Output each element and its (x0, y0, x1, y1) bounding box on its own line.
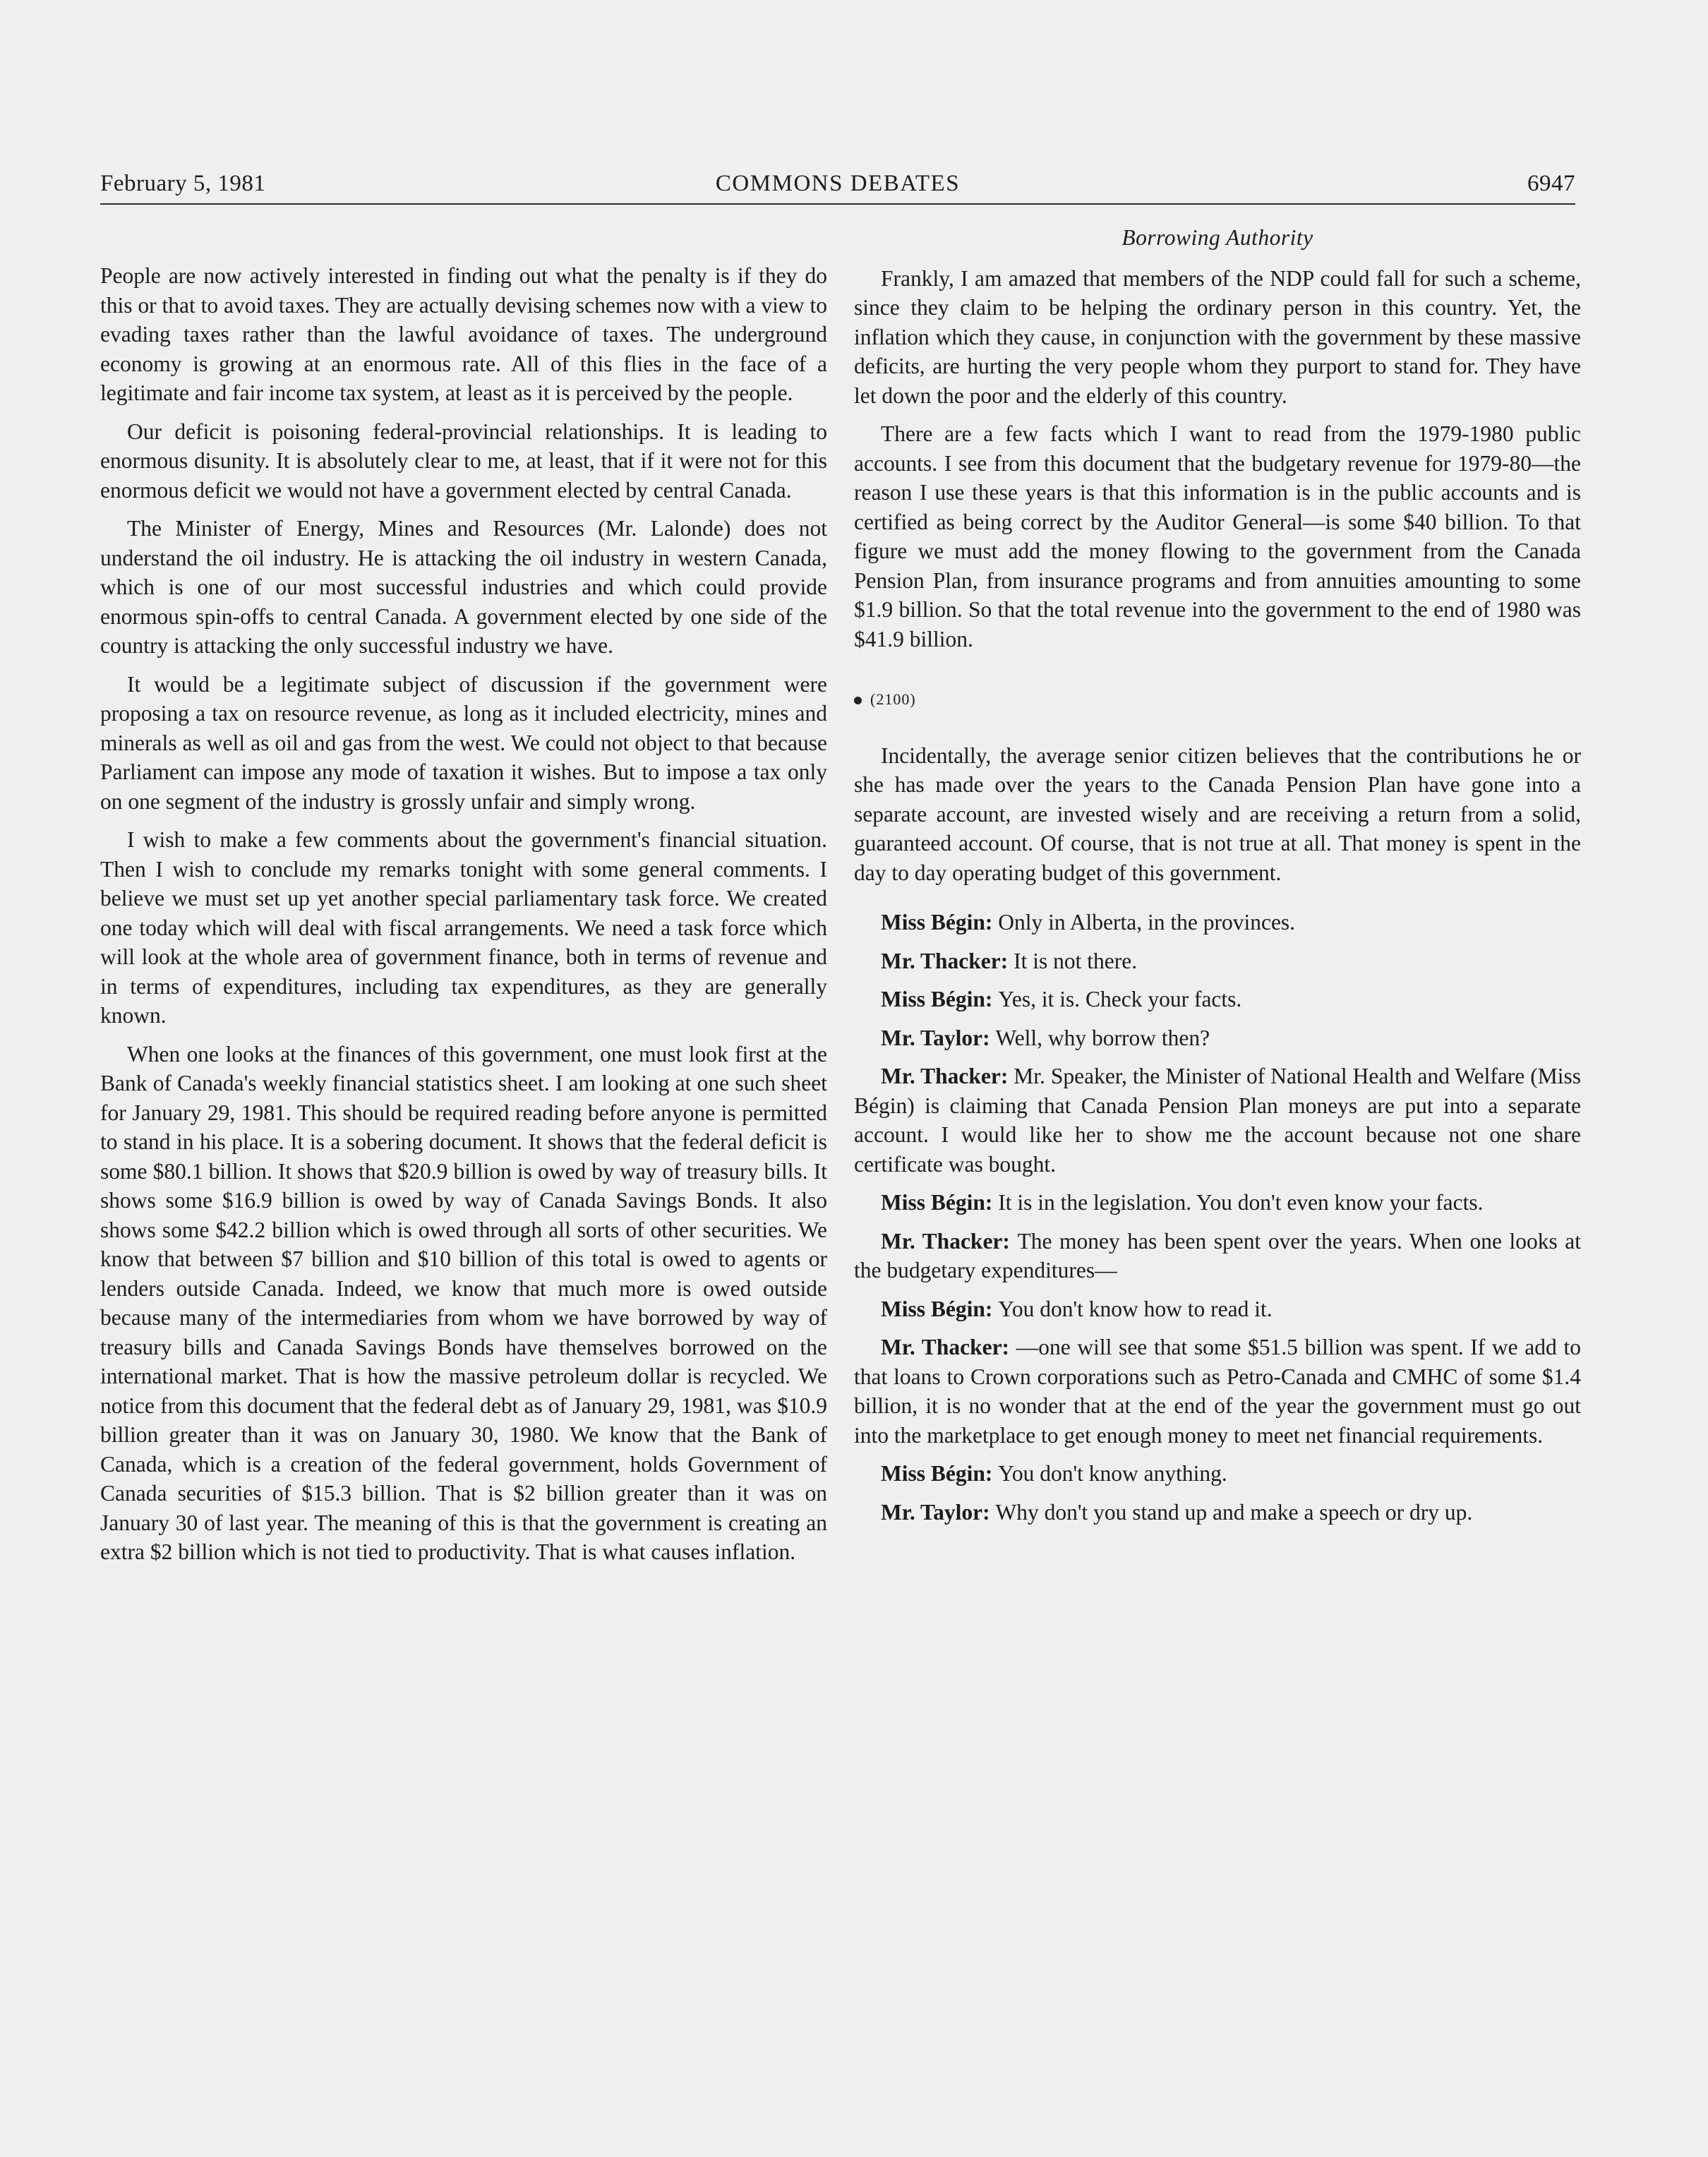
page-header (100, 171, 1575, 203)
speech-2: Mr. Thacker: It is not there. (881, 948, 1138, 973)
speaker-name: Miss Bégin (881, 1190, 985, 1215)
speech-text: Only in Alberta, in the provinces. (998, 910, 1296, 935)
left-paragraph-4: It would be a legitimate subject of discussion if the government were proposing a tax on resource revenue, as long as it included electricity, mines and minerals as well as oil and gas from the west. We could not object to that because Parliament can impose any mode of taxation it wishes. But to impose a tax only on one segment of the industry is grossly unfair and simply wrong. (100, 671, 827, 814)
speech-text: It is in the legislation. You don't even know your facts. (998, 1190, 1484, 1215)
right-paragraph-3: Incidentally, the average senior citizen believes that the contributions he or she has made over the years to the Canada Pension Plan have gone into a separate account, are invested wisely and are receiving a return from a solid, guaranteed account. Of course, that is not true at all. That money is spent in the day to day operating budget of this government. (854, 743, 1581, 885)
right-paragraph-1: Frankly, I am amazed that members of the NDP could fall for such a scheme, since they claim to be helping the ordinary person in this country. Yet, the inflation which they cause, in conjunction with the government by these massive deficits, are hurting the very people whom they purport to stand for. They have let down the poor and the elderly of this country. (854, 265, 1581, 408)
header-rule (100, 203, 1575, 205)
speaker-name: Miss Bégin (881, 1296, 985, 1321)
speech-text: Mr. Speaker, the Minister of National Health and Welfare (Miss Bégin) is claiming that Canada Pension Plan moneys are put into a separate account. I would like her to show me the account because not one share certificate was bought. (854, 1064, 1581, 1177)
speaker-name: Miss Bégin (881, 910, 985, 935)
speech-text: Why don't you stand up and make a speech or dry up. (995, 1499, 1473, 1525)
speech-text: The money has been spent over the years. When one looks at the budgetary expenditures— (854, 1228, 1582, 1282)
speaker-name: Mr. Taylor (881, 1499, 983, 1525)
speaker-name: Mr. Thacker (881, 1335, 1002, 1359)
left-paragraph-5: I wish to make a few comments about the government's financial situation. Then I wish to conclude my remarks tonight with some general comments. I believe we must set up yet another special parliamentary task force. We created one today which will deal with fiscal arrangements. We need a task force which will look at the whole area of government finance, both in terms of revenue and in terms of expenditures, including tax expenditures, as they are generally known. (100, 827, 827, 1028)
speaker-name: Mr. Thacker (881, 1228, 1003, 1254)
header-date: February 5, 1981 (100, 171, 266, 196)
left-paragraph-1: People are now actively interested in finding out what the penalty is if they do this or that to avoid taxes. They are actually devising schemes now with a view to evading taxes rather than the lawful avoidance of taxes. The underground economy is growing at an enormous rate. All of this flies in the face of a legitimate and fair income tax system, at least as it is perceived by the people. (100, 263, 827, 405)
right-column (854, 223, 1581, 1536)
speaker-name: Mr. Thacker (881, 948, 1001, 973)
speech-text: Well, why borrow then? (995, 1025, 1210, 1050)
speech-1: Miss Bégin: Only in Alberta, in the provinces. (881, 910, 1296, 935)
time-marker (854, 685, 1581, 714)
left-paragraph-2: Our deficit is poisoning federal-provincial relationships. It is leading to enormous disunity. It is absolutely clear to me, at least, that if it were not for this enormous deficit we would not have a government elected by central Canada. (100, 419, 827, 503)
speech-5: Mr. Thacker: Mr. Speaker, the Minister of National Health and Welfare (Miss Bégin) is claiming that Canada Pension Plan moneys are put into a separate account. I would like her to show me the account because not one share certificate was bought. (854, 1064, 1581, 1177)
speaker-name: Miss Bégin (881, 987, 985, 1011)
time-marker-text: (2100) (870, 690, 916, 708)
speech-text: You don't know anything. (998, 1461, 1227, 1486)
speaker-name: Miss Bégin (881, 1461, 985, 1486)
bullet-icon (854, 697, 862, 704)
speech-text: You don't know how to read it. (998, 1296, 1273, 1321)
speech-text: —one will see that some $51.5 billion was spent. If we add to that loans to Crown corporations such as Petro-Canada and CMHC of some $1.4 billion, it is no wonder that at the end of the year the government must go out into the marketplace to get enough money to meet net financial requirements. (854, 1335, 1581, 1448)
header-page-number: 6947 (1527, 171, 1575, 196)
section-title: Borrowing Authority (1121, 225, 1313, 250)
speech-11: Mr. Taylor: Why don't you stand up and make a speech or dry up. (881, 1499, 1473, 1525)
header-title: COMMONS DEBATES (715, 171, 961, 196)
left-paragraph-3: The Minister of Energy, Mines and Resources (Mr. Lalonde) does not understand the oil industry. He is attacking the oil industry in western Canada, which is one of our most successful industries and which could provide enormous spin-offs to central Canada. A government elected by one side of the country is attacking the only successful industry we have. (100, 516, 827, 658)
speech-text: Yes, it is. Check your facts. (998, 987, 1242, 1011)
left-column (100, 261, 827, 1576)
speaker-name: Mr. Thacker (881, 1064, 1001, 1088)
speech-8: Miss Bégin: You don't know how to read it. (881, 1296, 1273, 1321)
speech-10: Miss Bégin: You don't know anything. (881, 1461, 1227, 1486)
speech-4: Mr. Taylor: Well, why borrow then? (881, 1025, 1210, 1050)
right-paragraph-2: There are a few facts which I want to read from the 1979-1980 public accounts. I see from this document that the budgetary revenue for 1979-80—the reason I use these years is that this information is in the public accounts and is certified as being correct by the Auditor General—is some $40 billion. To that figure we must add the money flowing to the government from the Canada Pension Plan, from insurance programs and from annuities amounting to some $1.9 billion. So that the total revenue into the government to the end of 1980 was $41.9 billion. (854, 421, 1581, 651)
speech-6: Miss Bégin: It is in the legislation. You don't even know your facts. (881, 1190, 1484, 1215)
speech-7: Mr. Thacker: The money has been spent over the years. When one looks at the budgetary expenditures— (854, 1228, 1582, 1282)
speech-text: It is not there. (1014, 948, 1138, 973)
left-paragraph-6: When one looks at the finances of this government, one must look first at the Bank of Canada's weekly financial statistics sheet. I am looking at one such sheet for January 29, 1981. This should be required reading before anyone is permitted to stand in his place. It is a sobering document. It shows that the federal deficit is some $80.1 billion. It shows that $20.9 billion is owed by way of treasury bills. It shows some $16.9 billion is owed by way of Canada Savings Bonds. It also shows some $42.2 billion which is owed through all sorts of other securities. We know that between $7 billion and $10 billion of this total is owed to agents or lenders outside Canada. Indeed, we know that much more is owed outside because many of the intermediaries from whom we have borrowed by way of treasury bills and Canada Savings Bonds have themselves borrowed on the international market. That is how the massive petroleum dollar is recycled. We notice from this document that the federal debt as of January 29, 1981, was $10.9 billion greater than it was on January 30, 1980. We know that the Bank of Canada, which is a creation of the federal government, holds Government of Canada securities of $15.3 billion. That is $2 billion greater than it was on January 30 of last year. The meaning of this is that the government is creating an extra $2 billion which is not tied to productivity. That is what causes inflation. (100, 1041, 827, 1564)
speech-3: Miss Bégin: Yes, it is. Check your facts. (881, 987, 1242, 1011)
speaker-name: Mr. Taylor (881, 1025, 983, 1050)
speech-9: Mr. Thacker: —one will see that some $51.5 billion was spent. If we add to that loans to Crown corporations such as Petro-Canada and CMHC of some $1.4 billion, it is no wonder that at the end of the year the government must go out into the marketplace to get enough money to meet net financial requirements. (854, 1335, 1581, 1448)
